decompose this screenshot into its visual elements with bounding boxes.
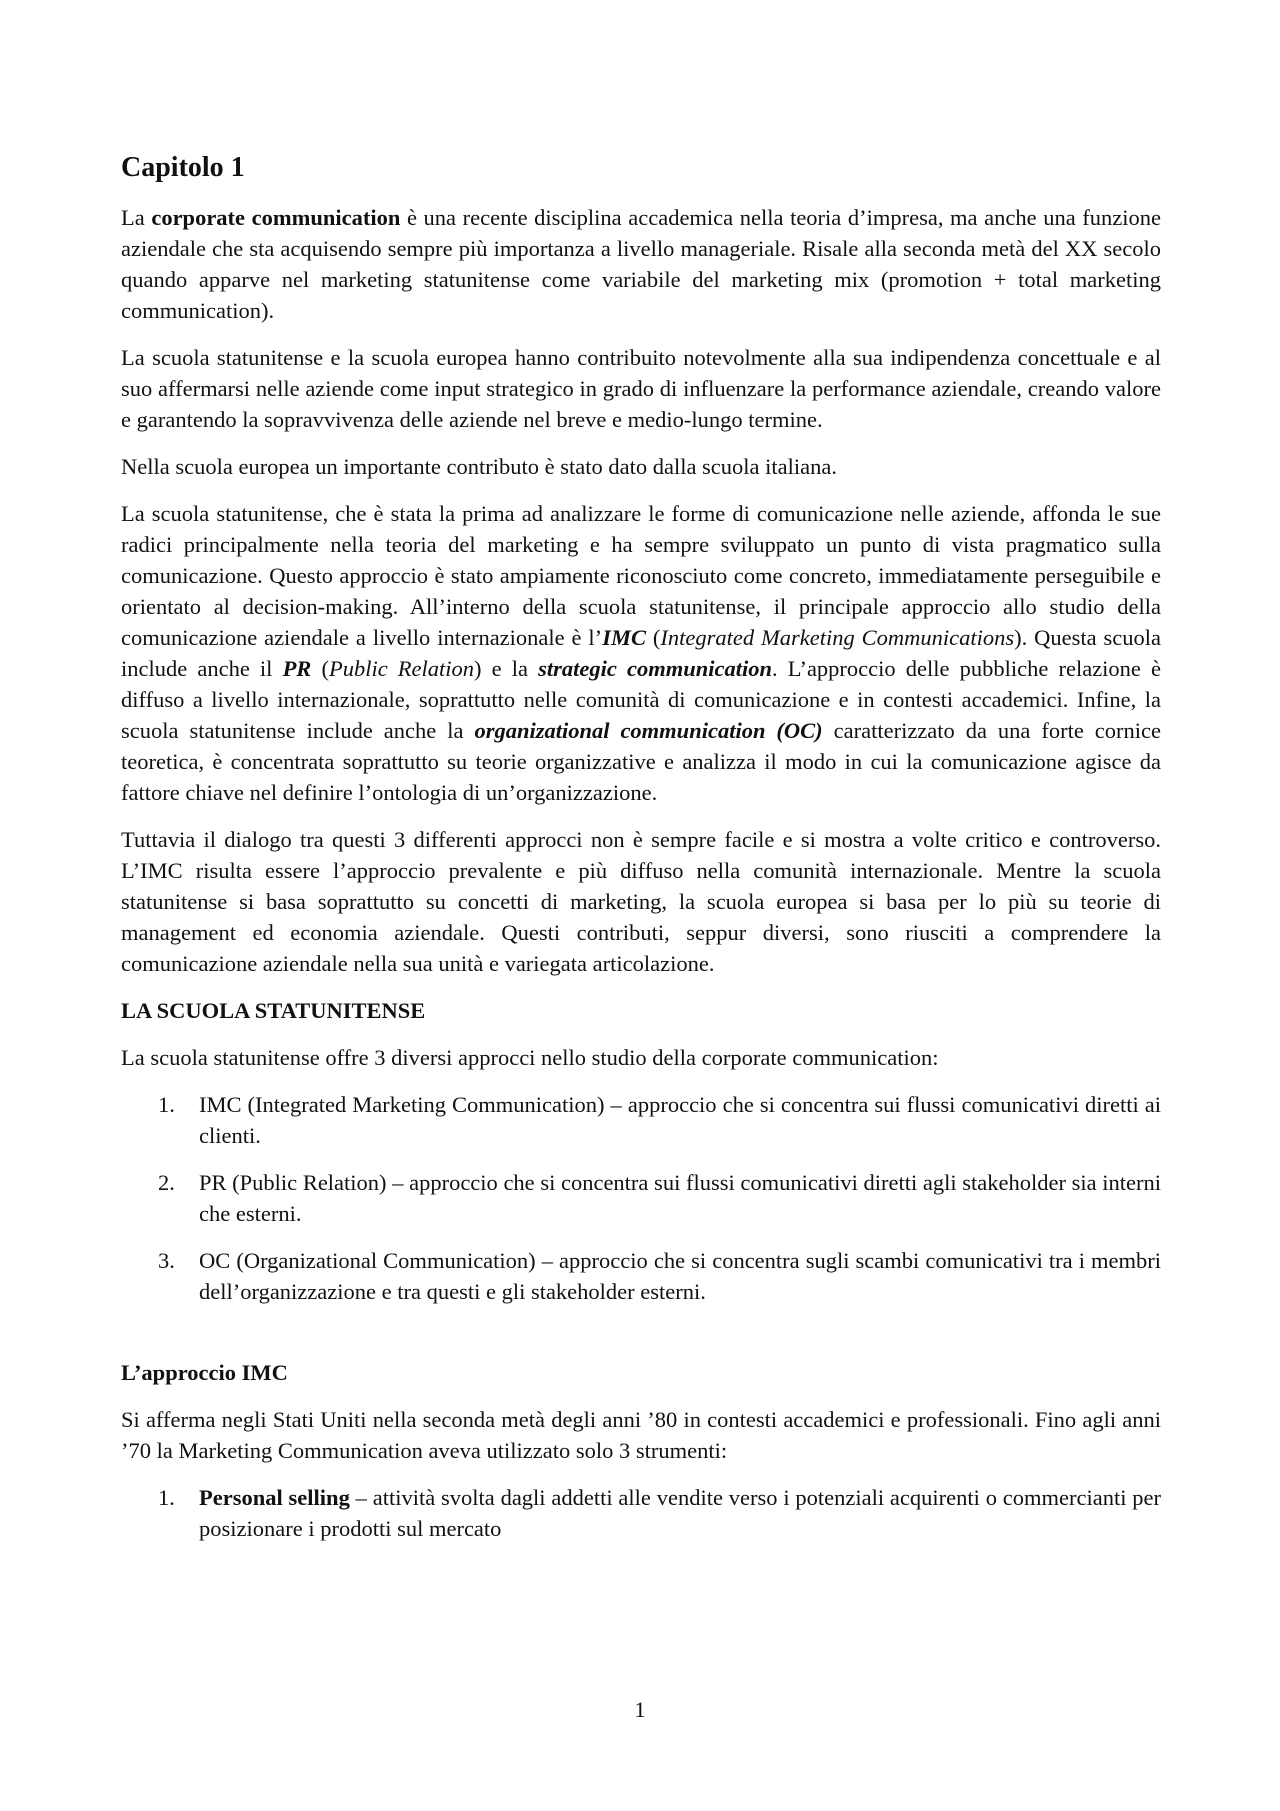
list-number: 3. bbox=[158, 1248, 175, 1273]
text-run: è una recente disciplina accademica nella teoria d’impresa, ma anche una funzione aziendale che sta acquisendo sempre più importanza a livello manageriale. Risale alla seconda metà del XX secolo quando apparve nel marketing statunitense come variabile del marketing mix (promotion + total marketing communication). bbox=[121, 205, 1161, 323]
chapter-title: Capitolo 1 bbox=[121, 152, 245, 183]
list-item-text: PR (Public Relation) – approccio che si concentra sui flussi comunicativi diretti agli stakeholder sia interni che esterni. bbox=[199, 1170, 1161, 1226]
bold-italic-term: PR bbox=[282, 656, 312, 681]
text-run: La bbox=[121, 205, 152, 230]
list-item bbox=[121, 1245, 1161, 1307]
paragraph-us-school bbox=[121, 498, 1161, 808]
bold-term: Personal selling bbox=[199, 1485, 350, 1510]
approaches-list bbox=[121, 1089, 1161, 1307]
bold-term: corporate communication bbox=[151, 205, 401, 230]
paragraph-section1-intro: La scuola statunitense offre 3 diversi approcci nello studio della corporate communication: bbox=[121, 1045, 939, 1070]
list-item-text: – attività svolta dagli addetti alle vendite verso i potenziali acquirenti o commercianti per posizionare i prodotti sul mercato bbox=[199, 1485, 1161, 1541]
tools-list bbox=[121, 1482, 1161, 1544]
list-item bbox=[121, 1167, 1161, 1229]
section-heading-us-school: LA SCUOLA STATUNITENSE bbox=[121, 998, 426, 1023]
list-item bbox=[121, 1089, 1161, 1151]
paragraph-intro bbox=[121, 202, 1161, 326]
paragraph-italian-school: Nella scuola europea un importante contributo è stato dato dalla scuola italiana. bbox=[121, 454, 838, 479]
text-run: ( bbox=[311, 656, 329, 681]
list-number: 1. bbox=[158, 1092, 175, 1117]
text-run: ). Questa scuola include anche il bbox=[121, 625, 1162, 681]
bold-italic-term: organizational communication (OC) bbox=[474, 718, 823, 743]
paragraph-dialogue: Tuttavia il dialogo tra questi 3 differenti approcci non è sempre facile e si mostra a volte critico e controverso. L’IMC risulta essere l’approccio prevalente e più diffuso nella comunità internazionale. Mentre la scuola statunitense si basa soprattutto su concetti di marketing, la scuola europea si basa per lo più su teorie di management ed economia aziendale. Questi contributi, seppur diversi, sono riusciti a comprendere la comunicazione aziendale nella sua unità e variegata articolazione. bbox=[121, 827, 1161, 976]
list-number: 1. bbox=[158, 1485, 175, 1510]
text-run: ( bbox=[645, 625, 661, 650]
paragraph-section2-intro: Si afferma negli Stati Uniti nella seconda metà degli anni ’80 in contesti accademici e professionali. Fino agli anni ’70 la Marketing Communication aveva utilizzato solo 3 strumenti: bbox=[121, 1407, 1161, 1463]
list-item-text: IMC (Integrated Marketing Communication) – approccio che si concentra sui flussi comunicativi diretti ai clienti. bbox=[199, 1092, 1161, 1148]
text-run: La scuola statunitense, che è stata la prima ad analizzare le forme di comunicazione nelle aziende, affonda le sue radici principalmente nella teoria del marketing e ha sempre sviluppato un punto di vista pragmatico sulla comunicazione. Questo approccio è stato ampiamente riconosciuto come concreto, immediatamente perseguibile e orientato al decision-making. All’interno della scuola statunitense, il principale approccio allo studio della comunicazione aziendale a livello internazionale è l’ bbox=[121, 501, 1161, 650]
list-item-text: OC (Organizational Communication) – approccio che si concentra sugli scambi comunicativi tra i membri dell’organizzazione e tra questi e gli stakeholder esterni. bbox=[199, 1248, 1161, 1304]
document-page bbox=[121, 150, 1161, 1560]
text-run: ) e la bbox=[474, 656, 539, 681]
bold-italic-term: IMC bbox=[602, 625, 646, 650]
italic-term: Public Relation bbox=[328, 656, 475, 681]
text-run: caratterizzato da una forte cornice teoretica, è concentrata soprattutto su teorie organizzative e analizza il modo in cui la comunicazione agisce da fattore chiave nel definire l’ontologia di un’organizzazione. bbox=[121, 718, 1162, 805]
list-item bbox=[121, 1482, 1161, 1544]
italic-term: Integrated Marketing Communications bbox=[660, 625, 1015, 650]
paragraph-schools: La scuola statunitense e la scuola europea hanno contribuito notevolmente alla sua indipendenza concettuale e al suo affermarsi nelle aziende come input strategico in grado di influenzare la performance aziendale, creando valore e garantendo la sopravvivenza delle aziende nel breve e medio-lungo termine. bbox=[121, 345, 1161, 432]
page-number: 1 bbox=[634, 1697, 646, 1722]
bold-italic-term: strategic communication bbox=[538, 656, 773, 681]
list-number: 2. bbox=[158, 1170, 175, 1195]
text-run: . L’approccio delle pubbliche relazione è diffuso a livello internazionale, soprattutto nelle comunità di comunicazione e in contesti accademici. Infine, la scuola statunitense include anche la bbox=[121, 656, 1162, 743]
section-heading-imc: L’approccio IMC bbox=[121, 1360, 288, 1385]
